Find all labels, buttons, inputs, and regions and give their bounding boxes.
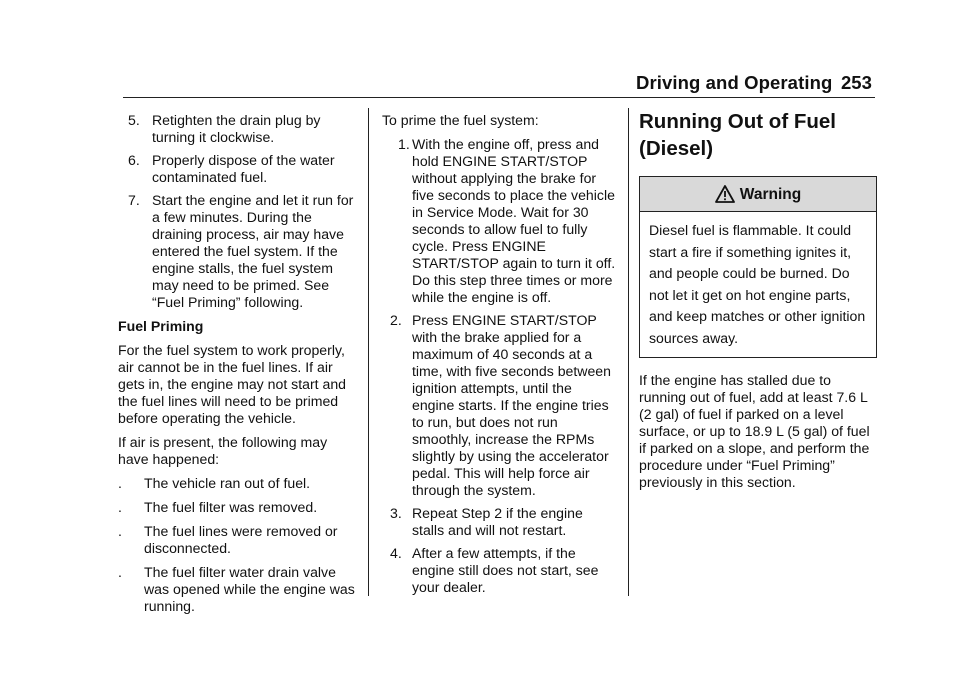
section-title: Driving and Operating (636, 72, 833, 93)
list-item (118, 112, 358, 146)
warning-triangle-icon (715, 185, 735, 203)
paragraph: If the engine has stalled due to running out of fuel, add at least 7.6 L (2 gal) of fuel if parked on a level surface, or up to 18.9 L (5 gal) of fuel if parked on a slope, and perform the procedure under “Fuel Priming” previously in this section. (639, 372, 870, 490)
step-text: With the engine off, press and hold ENGINE START/STOP without applying the brake for five seconds to place the vehicle in Service Mode. Wait for 30 seconds to allow fuel to fully cycle. Press ENGINE START/STOP again to turn it off. Do this step three times or more while the engine is off. (412, 136, 616, 305)
page-number: 253 (841, 72, 872, 93)
step-number: 3. (390, 505, 402, 521)
subheading-fuel-priming: Fuel Priming (118, 318, 204, 334)
bullet-mark: . (118, 475, 122, 491)
bullet-item (118, 499, 358, 516)
bullet-item (118, 475, 358, 492)
step-text: After a few attempts, if the engine still does not start, see your dealer. (412, 545, 599, 595)
heading-line: Running Out of Fuel (639, 110, 836, 133)
step-text: Repeat Step 2 if the engine stalls and will not restart. (412, 505, 583, 538)
column-2 (382, 112, 616, 602)
list-item (118, 192, 358, 311)
bullet-text: The fuel filter water drain valve was opened while the engine was running. (144, 564, 355, 614)
heading-running-out-of-fuel (639, 108, 877, 162)
bullet-item (118, 523, 358, 557)
step-number: 2. (390, 312, 402, 328)
step-text: Start the engine and let it run for a few minutes. During the draining process, air may have entered the fuel system. If the engine stalls, the fuel system may need to be primed. See “Fuel Priming” following. (152, 192, 354, 310)
step-text: Press ENGINE START/STOP with the brake applied for a maximum of 40 seconds at a time, with five seconds between ignition attempts, until the engine starts. If the engine tries to run, but does not run smoothly, increase the RPMs slightly by using the accelerator pedal. This will help force air through the system. (412, 312, 611, 498)
bullet-mark: . (118, 564, 122, 580)
warning-label: Warning (739, 185, 802, 203)
list-item (382, 312, 616, 499)
step-text: Properly dispose of the water contaminated fuel. (152, 152, 335, 185)
warning-header (640, 177, 876, 212)
heading-line: (Diesel) (639, 137, 714, 160)
list-item (382, 136, 616, 306)
warning-text: Diesel fuel is flammable. It could start a fire if something ignites it, and people could be burned. Do not let it get on hot engine parts, and keep matches or other ignition sources away. (649, 222, 866, 346)
list-item (382, 545, 616, 596)
bullet-mark: . (118, 523, 122, 539)
step-number: 4. (390, 545, 402, 561)
step-number: 6. (128, 152, 140, 168)
step-number: 5. (128, 112, 140, 128)
bullet-text: The fuel filter was removed. (144, 499, 318, 515)
step-text: Retighten the drain plug by turning it clockwise. (152, 112, 321, 145)
step-number: 7. (128, 192, 140, 208)
column-1 (118, 112, 358, 622)
list-item (118, 152, 358, 186)
header-divider (123, 97, 875, 98)
paragraph: For the fuel system to work properly, air cannot be in the fuel lines. If air gets in, the engine may not start and the fuel lines will need to be primed before operating the vehicle. (118, 342, 346, 426)
bullet-item (118, 564, 358, 615)
list-item (382, 505, 616, 539)
warning-box (639, 176, 877, 358)
column-divider (368, 108, 369, 596)
bullet-mark: . (118, 499, 122, 515)
step-number: 1. (398, 136, 410, 152)
paragraph: To prime the fuel system: (382, 112, 539, 128)
paragraph: If air is present, the following may have happened: (118, 434, 328, 467)
bullet-text: The vehicle ran out of fuel. (144, 475, 311, 491)
bullet-text: The fuel lines were removed or disconnected. (144, 523, 338, 556)
column-3 (639, 108, 877, 498)
column-divider (628, 108, 629, 596)
